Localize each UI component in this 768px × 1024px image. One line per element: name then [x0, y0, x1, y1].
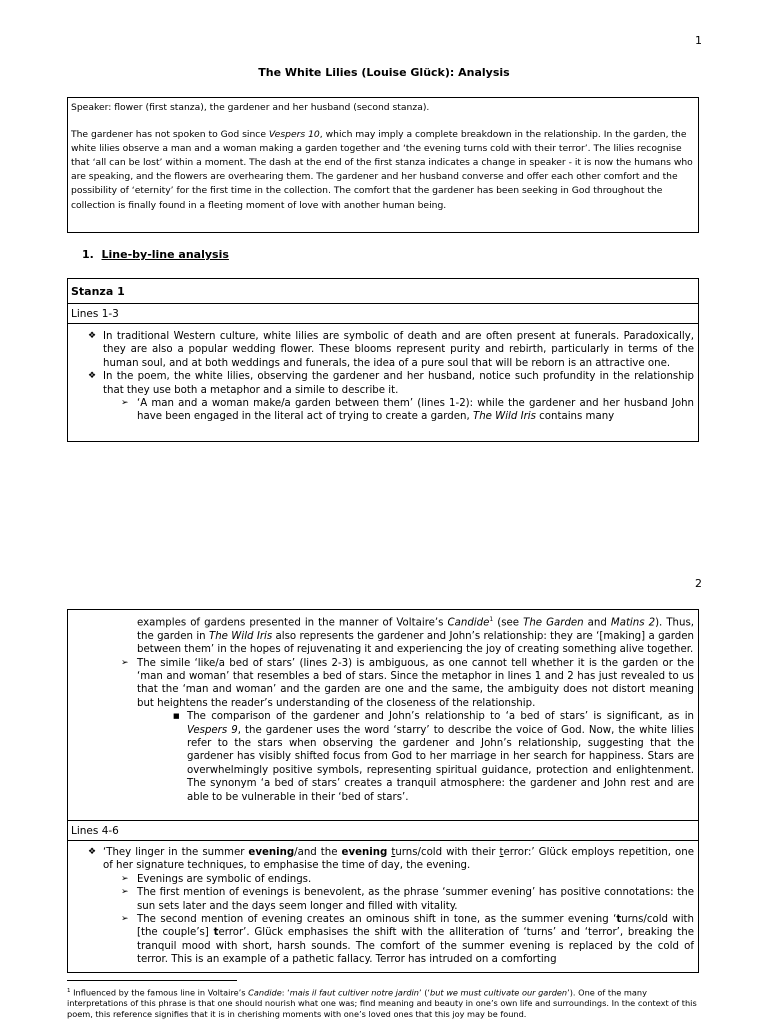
summary-part: , which may imply a complete breakdown in the relationship. In the garden, the white lilies observe a man and a woman making a garden together and ‘the evening turns cold with their terror’. The lilies recognise that ‘all can be lost’ within a moment. The dash at the end of the first stanza indicates a change in speaker - it is now the humans who are speaking, and the flowers are overhearing them. The gardener and her husband converse and offer each other comfort and the possibility of ‘eternity’ for the first time in the collection. The comfort that the gardener has been seeking in God throughout the collection is finally found in a fleeting moment of love with another human being. — [71, 129, 693, 211]
bold-word: evening — [248, 847, 295, 858]
analysis-cell — [68, 610, 698, 821]
list-item — [68, 873, 694, 886]
bullet-text: urns/cold with their — [395, 847, 500, 858]
italic-title: Matins 2 — [610, 617, 656, 629]
page-title: The White Lilies (Louise Glück): Analysis — [258, 66, 510, 79]
list-item — [68, 397, 694, 424]
arrow-bullet-icon: ➢ — [121, 887, 129, 898]
bullet-text: contains many — [535, 411, 615, 423]
bullet-text: ‘They linger in the summer — [103, 847, 249, 858]
bullet-text: The first mention of evenings is benevolent, as the phrase ‘summer evening’ has positive connotations: the sun sets later and the days seem longer and filled with vitality. — [137, 887, 694, 912]
page-number: 2 — [695, 577, 702, 590]
underlined-letter: t — [499, 847, 504, 858]
bullet-text: ‘A man and a woman make/a garden between them’ (lines 1-2): while the gardener and her husband John have been engaged in the literal act of trying to create a garden, — [137, 398, 694, 423]
list-item — [68, 846, 694, 873]
bullet-text: error’. Glück emphasises the shift with the alliteration of ‘turns’ and ‘terror’, breaking the tranquil mood with short, harsh sounds. The comfort of the summer evening is replaced by the cold of terror. This is an example of a pathetic fallacy. Terror has intruded on a comforting — [137, 927, 694, 966]
bold-letter: t — [213, 927, 219, 939]
section-heading — [82, 248, 229, 261]
list-item — [68, 330, 694, 370]
bullet-text: The comparison of the gardener and John’s relationship to ‘a bed of stars’ is significant, as in — [187, 711, 694, 723]
bold-letter: t — [616, 914, 622, 926]
list-item — [68, 710, 694, 804]
underlined-letter: t — [391, 847, 396, 858]
section-number: 1. — [82, 248, 94, 261]
footnote — [67, 986, 707, 1020]
list-item — [68, 913, 694, 967]
footnote-separator — [67, 980, 237, 981]
body-text: examples of gardens presented in the manner of Voltaire’s — [137, 617, 448, 629]
body-text: (see — [493, 617, 524, 629]
bullet-text: In traditional Western culture, white lilies are symbolic of death and are often present at funerals. Paradoxically, they are also a popular wedding flower. These blooms represent purity and rebirth, particularly in terms of the human soul, and at both weddings and funerals, the idea of a pure soul that will be reborn is an attractive one. — [103, 331, 694, 369]
continued-text — [68, 613, 694, 657]
analysis-table-page2 — [67, 609, 699, 973]
italic-title: Candide — [447, 617, 490, 629]
italic-title: Vespers 9 — [187, 724, 238, 736]
footnote-text: : ‘ — [281, 987, 290, 998]
intro-box — [67, 97, 699, 233]
footnote-text: Influenced by the famous line in Voltaire’s — [70, 987, 249, 998]
analysis-cell — [68, 841, 698, 967]
footnote-text: ’ (‘ — [418, 987, 430, 998]
stanza-header: Stanza 1 — [68, 279, 698, 304]
analysis-cell — [68, 324, 698, 424]
list-item — [68, 370, 694, 397]
lines-label: Lines 1-3 — [68, 304, 698, 324]
italic-title: Candide — [248, 987, 282, 998]
list-item — [68, 657, 694, 711]
body-text: ). Thus, the garden in — [137, 617, 695, 642]
bullet-text: Evenings are symbolic of endings. — [137, 873, 312, 885]
arrow-bullet-icon: ➢ — [121, 657, 129, 668]
bullet-text: The simile ‘like/a bed of stars’ (lines 2-3) is ambiguous, as one cannot tell whether it is the garden or the ‘man and woman’ that resembles a bed of stars. Since the metaphor in lines 1 and 2 has just revealed to us that the ‘man and woman’ and the garden are one and the same, the ambiguity does not distort meaning but heightens the reader’s understanding of the closeness of the relationship. — [137, 657, 694, 709]
italic-title: The Garden — [523, 617, 584, 629]
italic-title: The Wild Iris — [208, 630, 273, 642]
diamond-bullet-icon: ❖ — [88, 331, 97, 341]
summary-text — [71, 128, 695, 213]
arrow-bullet-icon: ➢ — [121, 914, 129, 925]
footnote-ref[interactable]: 1 — [489, 616, 494, 623]
summary-italic: Vespers 10 — [268, 129, 320, 141]
bold-word: evening — [341, 847, 388, 858]
bullet-text: /and the — [294, 847, 342, 858]
diamond-bullet-icon: ❖ — [88, 847, 97, 857]
analysis-table-page1 — [67, 278, 699, 442]
summary-part: The gardener has not spoken to God since — [71, 129, 269, 141]
body-text: and — [583, 617, 611, 629]
bullet-text: error:’ Glück employs repetition, one of her signature techniques, to emphasise the time of day, the evening. — [103, 847, 694, 872]
square-bullet-icon: ■ — [173, 712, 180, 721]
italic-quote: mais il faut cultiver notre jardin — [289, 987, 419, 998]
section-label: Line-by-line analysis — [101, 248, 229, 261]
arrow-bullet-icon: ➢ — [121, 398, 129, 409]
bullet-text: urns/cold with [the couple’s] — [137, 914, 694, 939]
italic-quote: but we must cultivate our garden — [430, 987, 568, 998]
bullet-text: , the gardener uses the word ‘starry’ to describe the voice of God. Now, the white lilies refer to the stars when observing the gardener and John’s relationship, suggesting that the gardener has visibly shifted focus from God to her marriage in her search for happiness. Stars are overwhelmingly positive symbols, representing spiritual guidance, protection and enlightenment. The synonym ‘a bed of stars’ creates a tranquil atmosphere: the gardener and John rest and are able to be vulnerable in their ‘bed of stars’. — [187, 724, 694, 803]
list-item — [68, 886, 694, 913]
speaker-text: Speaker: flower (first stanza), the gardener and her husband (second stanza). — [71, 102, 430, 113]
page-number: 1 — [695, 34, 702, 47]
arrow-bullet-icon: ➢ — [121, 873, 129, 884]
diamond-bullet-icon: ❖ — [88, 371, 97, 382]
bullet-text: In the poem, the white lilies, observing the gardener and her husband, notice such profundity in the relationship that they use both a metaphor and a simile to describe it. — [103, 371, 694, 396]
lines-label: Lines 4-6 — [68, 821, 698, 841]
footnote-text: ’). One of the many interpretations of this phrase is that one should nourish what one was; find meaning and beauty in one’s own life and surroundings. In the context of this poem, this reference signifies that it is in cherishing moments with one’s loved ones that this joy may be found. — [67, 987, 697, 1019]
body-text: also represents the gardener and John’s relationship: they are ‘[making] a garden between them’ in the hopes of rejuvenating it and experiencing the joy of creating something alive together. — [137, 630, 694, 656]
bullet-text: The second mention of evening creates an ominous shift in tone, as the summer evening ‘ — [137, 914, 617, 926]
footnote-number: 1 — [67, 988, 71, 994]
italic-title: The Wild Iris — [472, 411, 536, 423]
